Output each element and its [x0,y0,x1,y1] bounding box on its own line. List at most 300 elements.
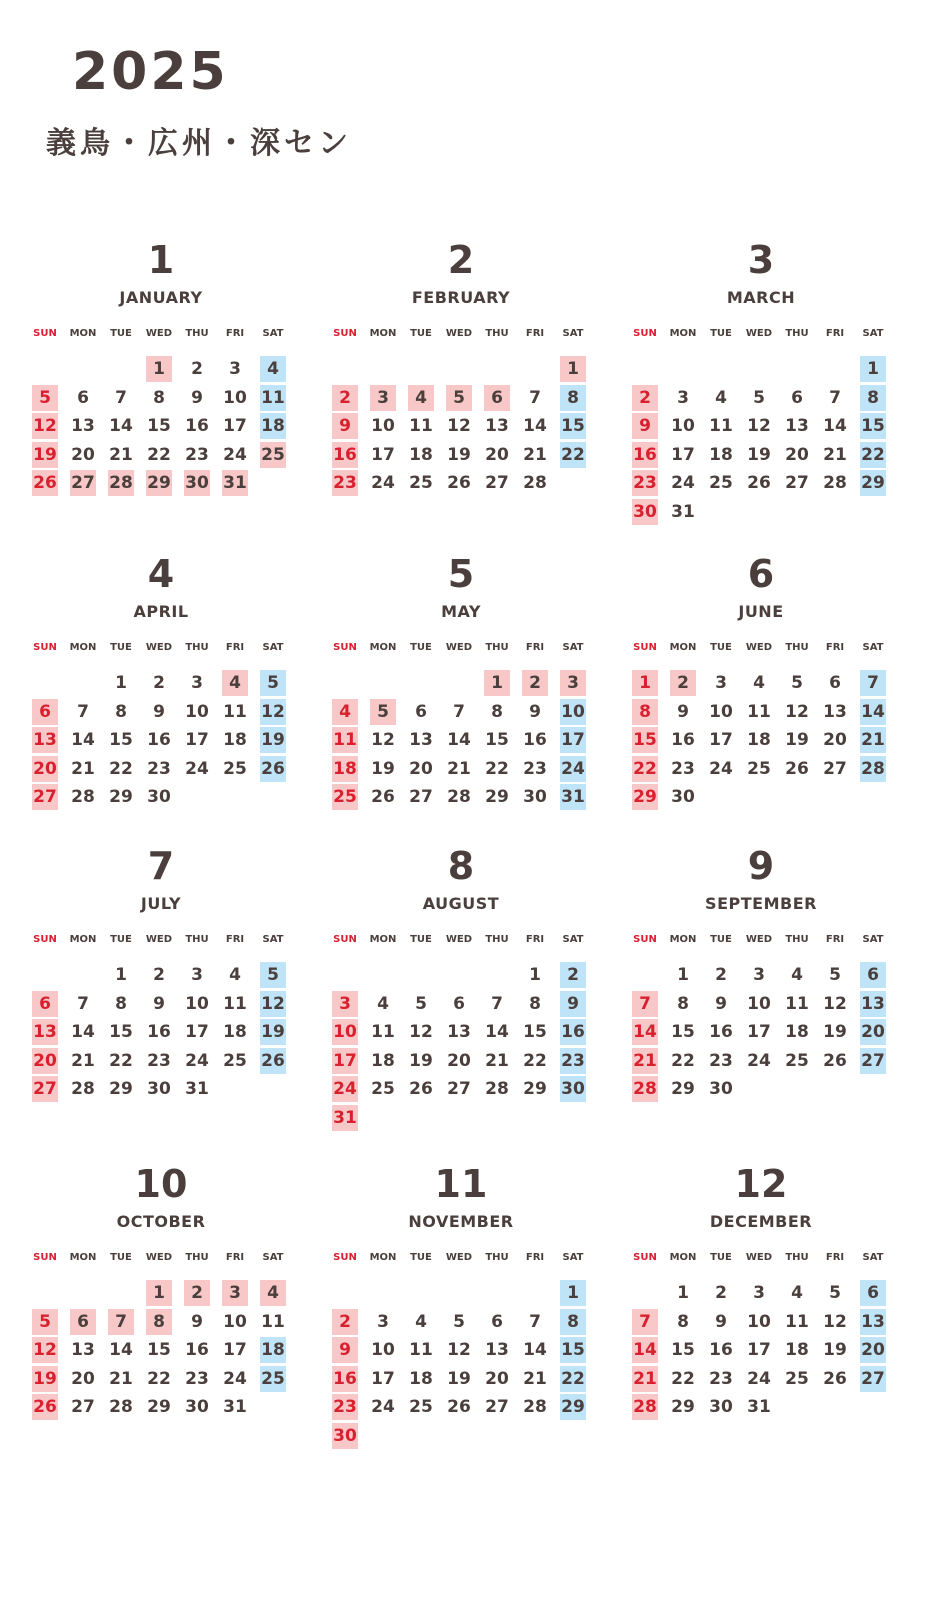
month-name: JULY [140,894,182,913]
weekday-label: SUN [33,934,57,945]
weekday-label: SAT [262,934,284,945]
day-cell: 14 [860,699,886,725]
day-cell: 3 [191,673,203,693]
weekday-label: SUN [33,1252,57,1263]
day-cell: 18 [223,730,247,750]
day-cell: 9 [632,413,658,439]
day-cell: 4 [791,1283,803,1303]
day-cell: 11 [223,993,247,1014]
month-block-1 [30,238,292,538]
weekday-label: TUE [110,642,132,653]
day-cell: 27 [860,1366,886,1392]
day-cell: 24 [185,758,209,779]
weekday-label: THU [485,642,509,653]
day-cell: 4 [791,965,803,985]
day-cell: 27 [70,470,96,496]
day-cell: 6 [415,701,427,722]
day-cell: 20 [485,444,509,465]
weekday-label: TUE [710,328,732,339]
day-cell: 9 [153,993,165,1014]
weekday-label: THU [485,934,509,945]
day-cell: 3 [377,1311,389,1332]
weekday-label: WED [145,642,173,653]
day-cell: 28 [108,470,134,496]
day-cell: 19 [447,1368,471,1389]
day-cell: 9 [153,701,165,722]
day-cell: 2 [632,385,658,411]
weekday-label: TUE [410,1252,432,1263]
day-cell: 10 [223,387,247,408]
day-cell: 7 [453,701,465,722]
day-cell: 1 [529,965,541,985]
month-number: 2 [447,238,475,282]
day-cell: 15 [485,730,509,750]
day-cell: 19 [32,1366,58,1392]
month-number: 11 [434,1162,488,1206]
day-cell: 23 [560,1048,586,1074]
day-cell: 4 [222,670,248,696]
month-name: JUNE [738,602,784,621]
day-cell: 9 [191,1311,203,1332]
weekday-label: WED [445,934,473,945]
day-cell: 29 [146,470,172,496]
day-cell: 8 [491,701,503,722]
weekday-label: SUN [633,642,657,653]
weekday-label: SUN [633,934,657,945]
day-cell: 4 [753,673,765,693]
day-cell: 8 [560,1309,586,1335]
weekday-label: SAT [262,642,284,653]
day-cell: 15 [523,1022,547,1042]
day-cell: 20 [32,756,58,782]
weekday-label: MON [669,642,697,653]
day-cell: 14 [632,1019,658,1045]
day-cell: 6 [829,673,841,693]
day-cell: 29 [109,1079,133,1099]
weekday-label: SAT [262,1252,284,1263]
day-cell: 3 [715,673,727,693]
day-cell: 13 [447,1022,471,1042]
day-cell: 30 [632,499,658,525]
day-cell: 11 [409,1340,433,1360]
month-block-2 [330,238,592,538]
day-cell: 3 [753,1283,765,1303]
day-cell: 31 [332,1105,358,1131]
day-cell: 15 [109,1022,133,1042]
weekday-label: TUE [110,934,132,945]
day-cell: 22 [147,444,171,465]
day-cell: 16 [671,730,695,750]
day-cell: 9 [332,413,358,439]
day-cell: 30 [523,787,547,807]
day-cell: 27 [71,1397,95,1417]
day-cell: 18 [409,1368,433,1389]
day-cell: 1 [560,356,586,382]
weekday-label: FRI [525,328,545,339]
day-cell: 26 [260,756,286,782]
day-cell: 8 [529,993,541,1014]
day-cell: 13 [71,1340,95,1360]
day-cell: 16 [185,416,209,436]
day-cell: 5 [32,385,58,411]
weekday-label: WED [445,642,473,653]
day-cell: 7 [108,1309,134,1335]
month-number: 12 [734,1162,788,1206]
day-cell: 17 [671,444,695,465]
day-cell: 10 [560,699,586,725]
day-cell: 26 [260,1048,286,1074]
day-cell: 17 [185,730,209,750]
day-cell: 13 [860,991,886,1017]
day-cell: 29 [560,1394,586,1420]
month-block-12 [630,1162,892,1462]
day-cell: 24 [185,1050,209,1071]
day-cell: 4 [229,965,241,985]
day-cell: 21 [109,444,133,465]
day-cell: 7 [77,701,89,722]
weekday-label: SUN [33,328,57,339]
day-cell: 31 [747,1397,771,1417]
weekday-label: WED [445,1252,473,1263]
day-cell: 29 [632,784,658,810]
day-cell: 24 [709,758,733,779]
month-number: 5 [447,552,475,596]
day-cell: 15 [560,413,586,439]
day-cell: 15 [147,1340,171,1360]
day-cell: 7 [860,670,886,696]
day-cell: 31 [185,1079,209,1099]
day-cell: 17 [223,416,247,436]
weekday-label: FRI [825,642,845,653]
day-cell: 2 [332,385,358,411]
day-cell: 11 [371,1022,395,1042]
day-cell: 30 [147,787,171,807]
day-cell: 21 [823,444,847,465]
day-cell: 19 [32,442,58,468]
day-cell: 15 [860,413,886,439]
day-cell: 22 [860,442,886,468]
weekday-label: SUN [333,934,357,945]
weekday-label: WED [145,934,173,945]
month-block-6 [630,552,892,852]
day-cell: 28 [447,787,471,807]
month-name: MAY [441,602,481,621]
weekday-label: SAT [862,328,884,339]
day-cell: 10 [371,1340,395,1360]
month-number: 8 [447,844,475,888]
day-cell: 18 [785,1340,809,1360]
month-block-4 [30,552,292,852]
day-cell: 19 [785,730,809,750]
day-cell: 16 [185,1340,209,1360]
day-cell: 28 [632,1394,658,1420]
day-cell: 29 [523,1079,547,1099]
day-cell: 14 [485,1022,509,1042]
day-cell: 11 [747,701,771,722]
month-number: 10 [134,1162,188,1206]
day-cell: 24 [223,1368,247,1389]
weekday-label: MON [369,642,397,653]
day-cell: 12 [785,701,809,722]
day-cell: 18 [371,1050,395,1071]
day-cell: 17 [332,1048,358,1074]
day-cell: 4 [377,993,389,1014]
day-cell: 16 [523,730,547,750]
day-cell: 13 [409,730,433,750]
day-cell: 23 [671,758,695,779]
day-cell: 30 [147,1079,171,1099]
month-name: APRIL [133,602,189,621]
day-cell: 18 [260,413,286,439]
day-cell: 19 [260,1019,286,1045]
day-cell: 27 [409,787,433,807]
month-name: OCTOBER [116,1212,206,1231]
day-cell: 14 [71,1022,95,1042]
day-cell: 18 [709,444,733,465]
weekday-label: SAT [862,642,884,653]
day-cell: 31 [223,1397,247,1417]
day-cell: 6 [77,387,89,408]
day-cell: 28 [523,1397,547,1417]
day-cell: 25 [332,784,358,810]
day-cell: 25 [260,442,286,468]
day-cell: 12 [447,1340,471,1360]
day-cell: 14 [823,416,847,436]
day-cell: 27 [32,1076,58,1102]
weekday-label: THU [785,1252,809,1263]
day-cell: 9 [715,1311,727,1332]
day-cell: 11 [785,1311,809,1332]
day-cell: 7 [529,1311,541,1332]
day-cell: 24 [371,1397,395,1417]
day-cell: 1 [484,670,510,696]
day-cell: 5 [453,1311,465,1332]
day-cell: 31 [560,784,586,810]
day-cell: 3 [753,965,765,985]
day-cell: 17 [371,444,395,465]
day-cell: 1 [560,1280,586,1306]
day-cell: 21 [523,444,547,465]
day-cell: 1 [860,356,886,382]
day-cell: 6 [860,1280,886,1306]
day-cell: 29 [485,787,509,807]
weekday-label: SAT [262,328,284,339]
day-cell: 13 [860,1309,886,1335]
day-cell: 22 [147,1368,171,1389]
day-cell: 17 [747,1340,771,1360]
day-cell: 25 [223,1050,247,1071]
day-cell: 16 [709,1340,733,1360]
day-cell: 20 [860,1019,886,1045]
day-cell: 1 [146,1280,172,1306]
day-cell: 23 [332,1394,358,1420]
day-cell: 27 [32,784,58,810]
month-name: MARCH [726,288,796,307]
day-cell: 5 [32,1309,58,1335]
weekday-label: FRI [225,1252,245,1263]
day-cell: 13 [485,1340,509,1360]
day-cell: 9 [715,993,727,1014]
weekday-label: MON [69,328,97,339]
day-cell: 24 [671,473,695,493]
month-number: 9 [747,844,775,888]
day-cell: 26 [785,758,809,779]
day-cell: 12 [260,991,286,1017]
day-cell: 10 [709,701,733,722]
day-cell: 11 [409,416,433,436]
day-cell: 22 [671,1050,695,1071]
day-cell: 28 [71,787,95,807]
day-cell: 6 [32,991,58,1017]
weekday-label: THU [185,328,209,339]
day-cell: 6 [484,385,510,411]
weekday-label: WED [745,934,773,945]
day-cell: 13 [785,416,809,436]
day-cell: 23 [147,1050,171,1071]
weekday-label: WED [745,642,773,653]
day-cell: 10 [185,993,209,1014]
day-cell: 22 [109,1050,133,1071]
month-name: AUGUST [422,894,500,913]
day-cell: 2 [153,673,165,693]
day-cell: 8 [677,993,689,1014]
day-cell: 20 [860,1337,886,1363]
day-cell: 22 [632,756,658,782]
day-cell: 14 [71,730,95,750]
day-cell: 24 [747,1368,771,1389]
weekday-label: FRI [825,1252,845,1263]
weekday-label: WED [445,328,473,339]
day-cell: 28 [632,1076,658,1102]
weekday-label: SAT [562,934,584,945]
weekday-label: FRI [225,328,245,339]
month-block-9 [630,844,892,1144]
day-cell: 26 [447,473,471,493]
day-cell: 3 [370,385,396,411]
day-cell: 26 [32,470,58,496]
weekday-label: FRI [825,934,845,945]
day-cell: 30 [332,1423,358,1449]
day-cell: 23 [632,470,658,496]
day-cell: 5 [829,1283,841,1303]
day-cell: 8 [115,993,127,1014]
location-subtitle: 義鳥・広州・深セン [46,126,352,161]
day-cell: 26 [409,1079,433,1099]
day-cell: 9 [332,1337,358,1363]
day-cell: 30 [709,1079,733,1099]
day-cell: 29 [671,1397,695,1417]
month-number: 4 [147,552,175,596]
day-cell: 18 [785,1022,809,1042]
day-cell: 4 [260,356,286,382]
day-cell: 10 [223,1311,247,1332]
weekday-label: MON [69,642,97,653]
day-cell: 3 [677,387,689,408]
weekday-label: SAT [862,1252,884,1263]
day-cell: 20 [71,1368,95,1389]
day-cell: 19 [371,758,395,779]
day-cell: 2 [191,359,203,379]
weekday-label: FRI [825,328,845,339]
weekday-label: SUN [333,328,357,339]
day-cell: 12 [32,1337,58,1363]
day-cell: 6 [860,962,886,988]
day-cell: 23 [185,444,209,465]
day-cell: 19 [447,444,471,465]
day-cell: 7 [491,993,503,1014]
day-cell: 27 [485,1397,509,1417]
day-cell: 3 [229,359,241,379]
day-cell: 22 [671,1368,695,1389]
day-cell: 12 [32,413,58,439]
month-block-3 [630,238,892,538]
day-cell: 20 [485,1368,509,1389]
day-cell: 17 [747,1022,771,1042]
day-cell: 29 [147,1397,171,1417]
day-cell: 18 [332,756,358,782]
day-cell: 22 [485,758,509,779]
day-cell: 3 [332,991,358,1017]
weekday-label: MON [369,1252,397,1263]
day-cell: 1 [677,965,689,985]
day-cell: 30 [184,470,210,496]
day-cell: 23 [709,1368,733,1389]
day-cell: 20 [447,1050,471,1071]
day-cell: 11 [332,727,358,753]
day-cell: 12 [260,699,286,725]
day-cell: 25 [371,1079,395,1099]
month-block-11 [330,1162,592,1462]
day-cell: 16 [332,1366,358,1392]
day-cell: 8 [632,699,658,725]
weekday-label: THU [785,328,809,339]
day-cell: 21 [71,758,95,779]
day-cell: 1 [115,965,127,985]
day-cell: 19 [747,444,771,465]
day-cell: 2 [715,1283,727,1303]
weekday-label: MON [69,1252,97,1263]
day-cell: 21 [523,1368,547,1389]
day-cell: 14 [523,1340,547,1360]
weekday-label: SUN [633,328,657,339]
month-name: NOVEMBER [408,1212,514,1231]
day-cell: 5 [260,962,286,988]
weekday-label: TUE [710,642,732,653]
weekday-label: SUN [333,1252,357,1263]
day-cell: 22 [560,1366,586,1392]
day-cell: 21 [632,1048,658,1074]
day-cell: 8 [677,1311,689,1332]
weekday-label: TUE [410,642,432,653]
weekday-label: MON [669,328,697,339]
weekday-label: WED [745,1252,773,1263]
day-cell: 8 [153,387,165,408]
day-cell: 20 [409,758,433,779]
day-cell: 26 [447,1397,471,1417]
day-cell: 3 [222,1280,248,1306]
day-cell: 12 [747,416,771,436]
day-cell: 9 [560,991,586,1017]
day-cell: 21 [860,727,886,753]
day-cell: 7 [632,991,658,1017]
weekday-label: MON [69,934,97,945]
month-name: DECEMBER [709,1212,813,1231]
day-cell: 25 [260,1366,286,1392]
day-cell: 12 [823,1311,847,1332]
day-cell: 24 [371,473,395,493]
day-cell: 28 [823,473,847,493]
day-cell: 24 [332,1076,358,1102]
